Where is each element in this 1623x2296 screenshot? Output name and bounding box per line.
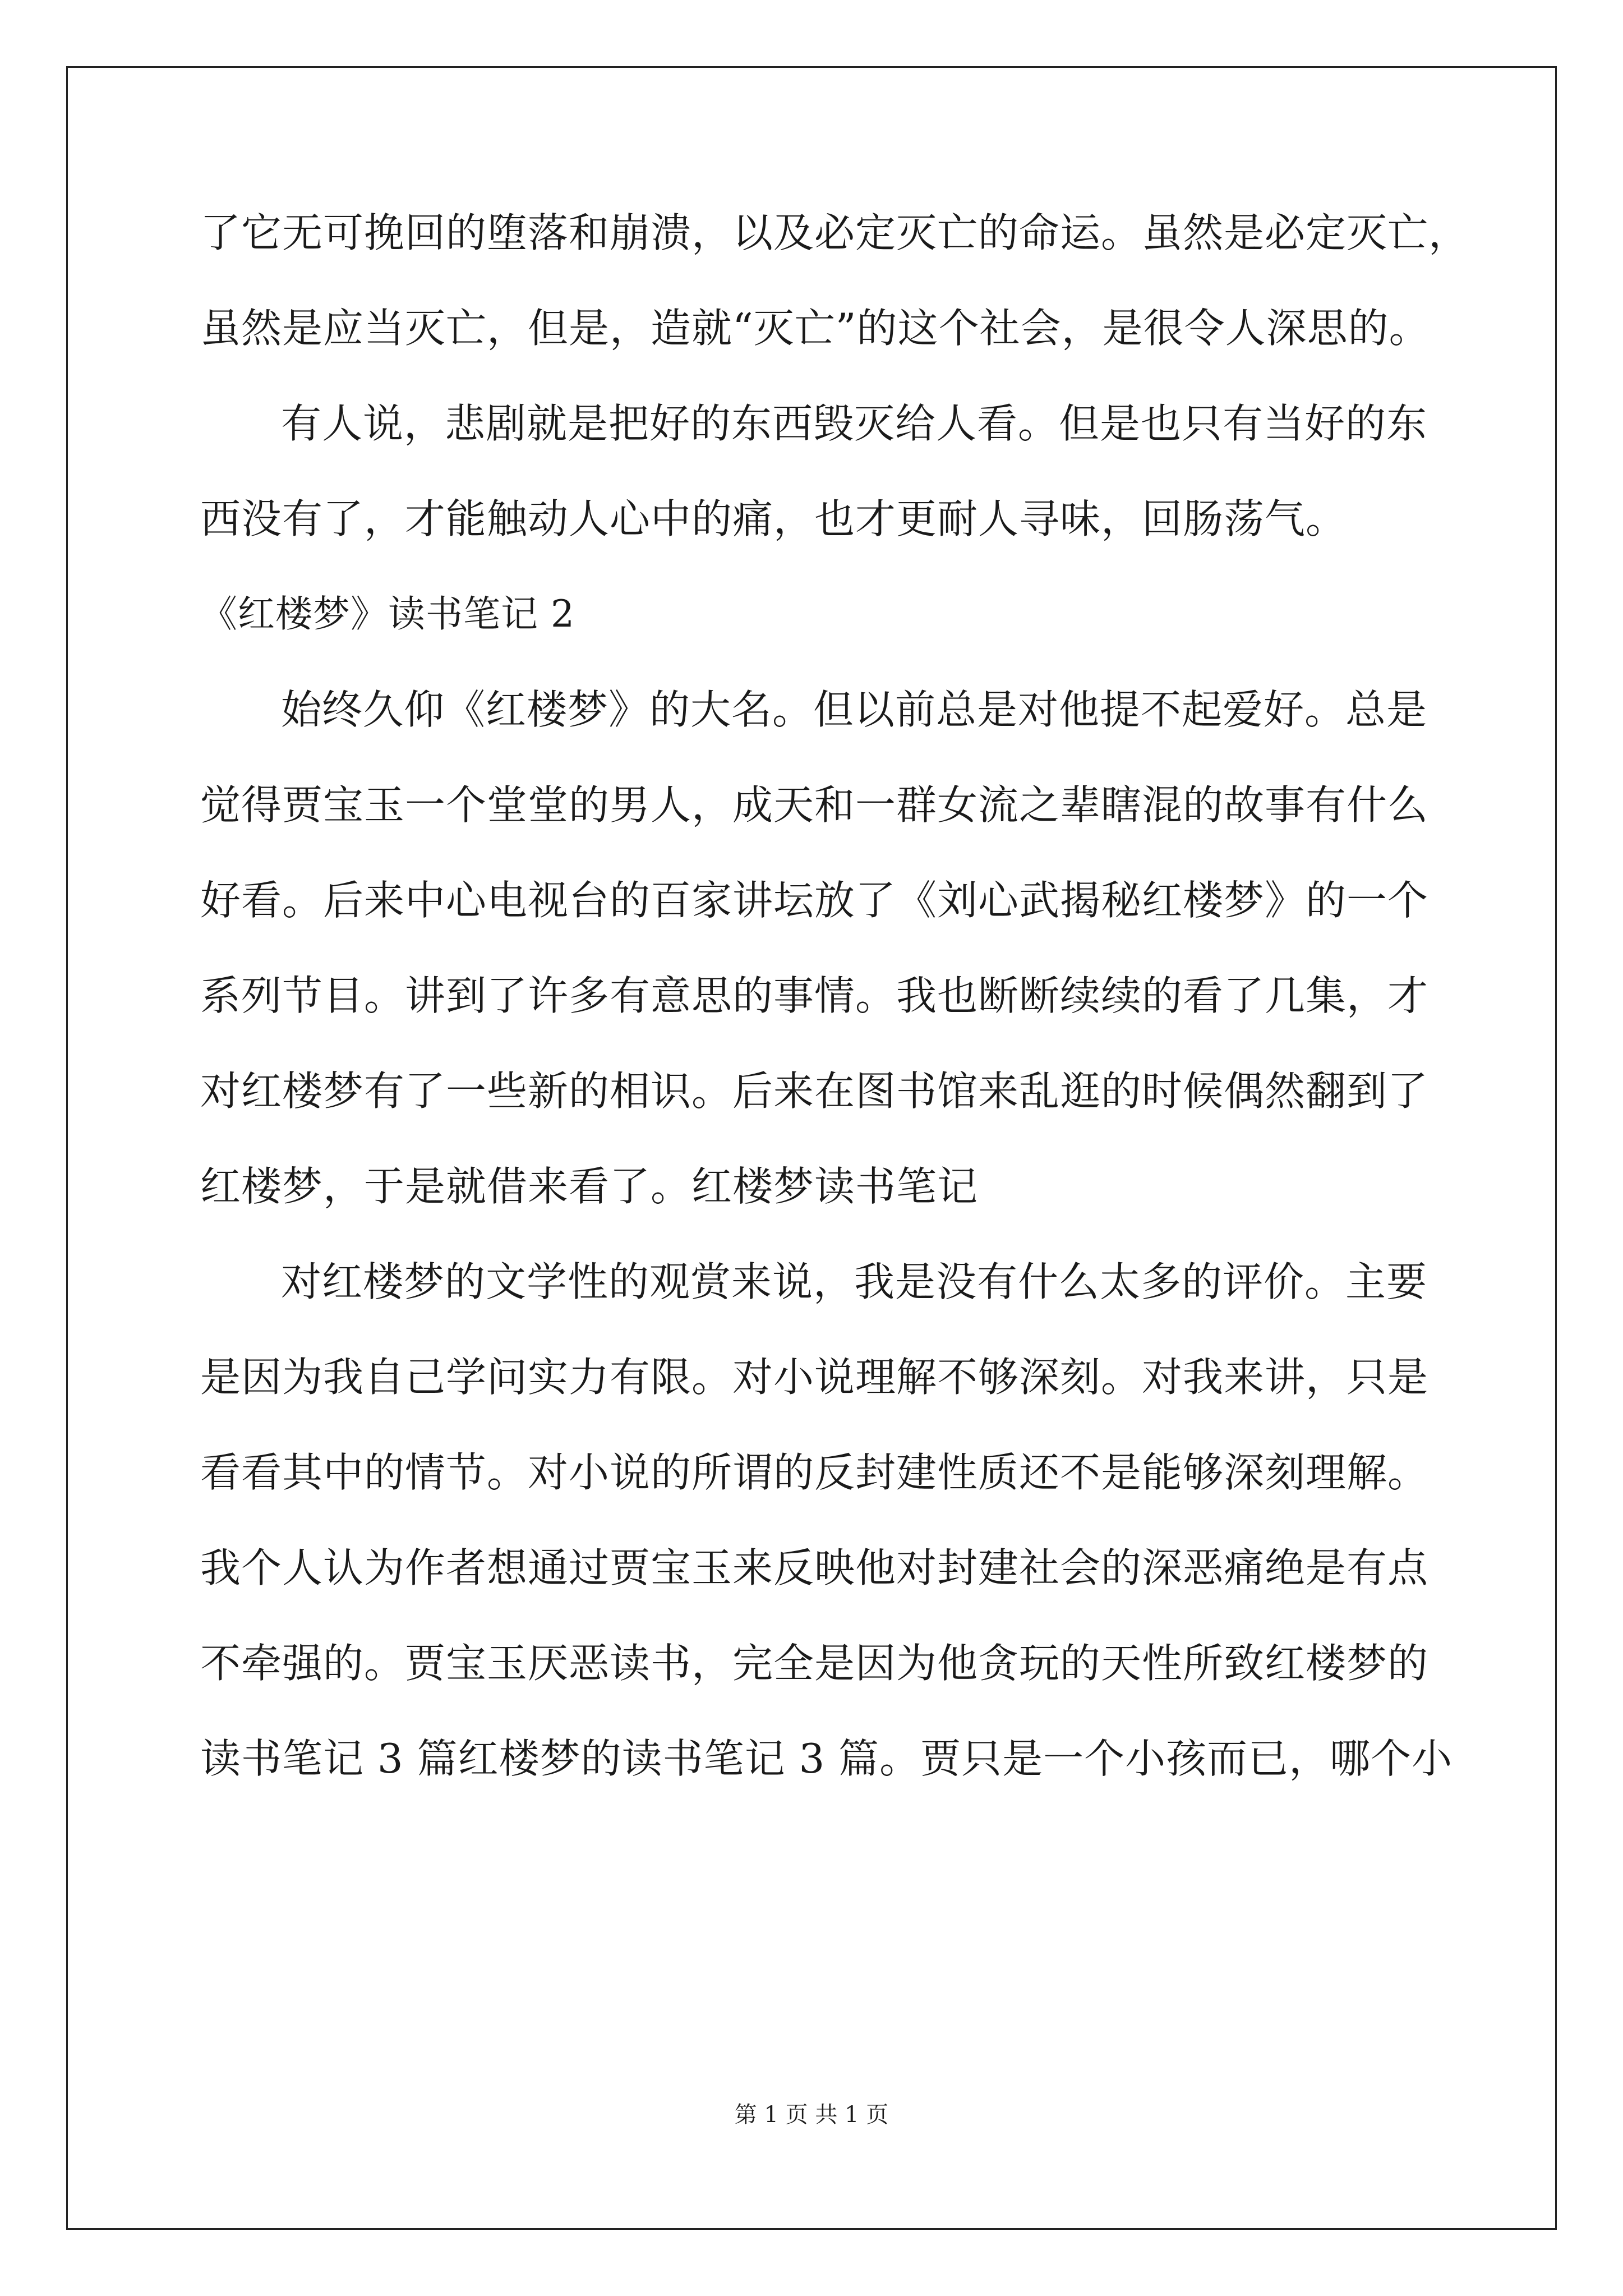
text-line: 对红楼梦有了一些新的相识。后来在图书馆来乱逛的时候偶然翻到了 [200, 1068, 1429, 1115]
page-number-footer: 第 1 页 共 1 页 [734, 2102, 889, 2128]
page-border [66, 66, 1557, 2230]
paragraph-first-line: 始终久仰《红楼梦》的大名。但以前总是对他提不起爱好。总是 [281, 686, 1428, 733]
text-line: 我个人认为作者想通过贾宝玉来反映他对封建社会的深恶痛绝是有点 [200, 1544, 1429, 1591]
text-line: 好看。后来中心电视台的百家讲坛放了《刘心武揭秘红楼梦》的一个 [200, 877, 1429, 924]
paragraph-first-line: 对红楼梦的文学性的观赏来说，我是没有什么太多的评价。主要 [281, 1258, 1428, 1305]
text-line: 红楼梦，于是就借来看了。红楼梦读书笔记 [200, 1163, 979, 1210]
text-line: 不牵强的。贾宝玉厌恶读书，完全是因为他贪玩的天性所致红楼梦的 [200, 1640, 1429, 1687]
text-line: 是因为我自己学问实力有限。对小说理解不够深刻。对我来讲，只是 [200, 1354, 1429, 1401]
text-line: 看看其中的情节。对小说的所谓的反封建性质还不是能够深刻理解。 [200, 1449, 1429, 1496]
paragraph-first-line: 有人说，悲剧就是把好的东西毁灭给人看。但是也只有当好的东 [281, 400, 1428, 447]
text-line: 系列节目。讲到了许多有意思的事情。我也断断续续的看了几集，才 [200, 972, 1429, 1019]
text-line: 虽然是应当灭亡，但是，造就“灭亡”的这个社会，是很令人深思的。 [200, 305, 1430, 352]
text-line: 读书笔记 3 篇红楼梦的读书笔记 3 篇。贾只是一个小孩而已，哪个小 [200, 1735, 1453, 1782]
text-line: 觉得贾宝玉一个堂堂的男人，成天和一群女流之辈瞎混的故事有什么 [200, 781, 1429, 829]
text-line: 了它无可挽回的堕落和崩溃，以及必定灭亡的命运。虽然是必定灭亡， [200, 209, 1470, 256]
section-heading: 《红楼梦》读书笔记 2 [200, 592, 575, 636]
text-line: 西没有了，才能触动人心中的痛，也才更耐人寻味，回肠荡气。 [200, 495, 1347, 542]
